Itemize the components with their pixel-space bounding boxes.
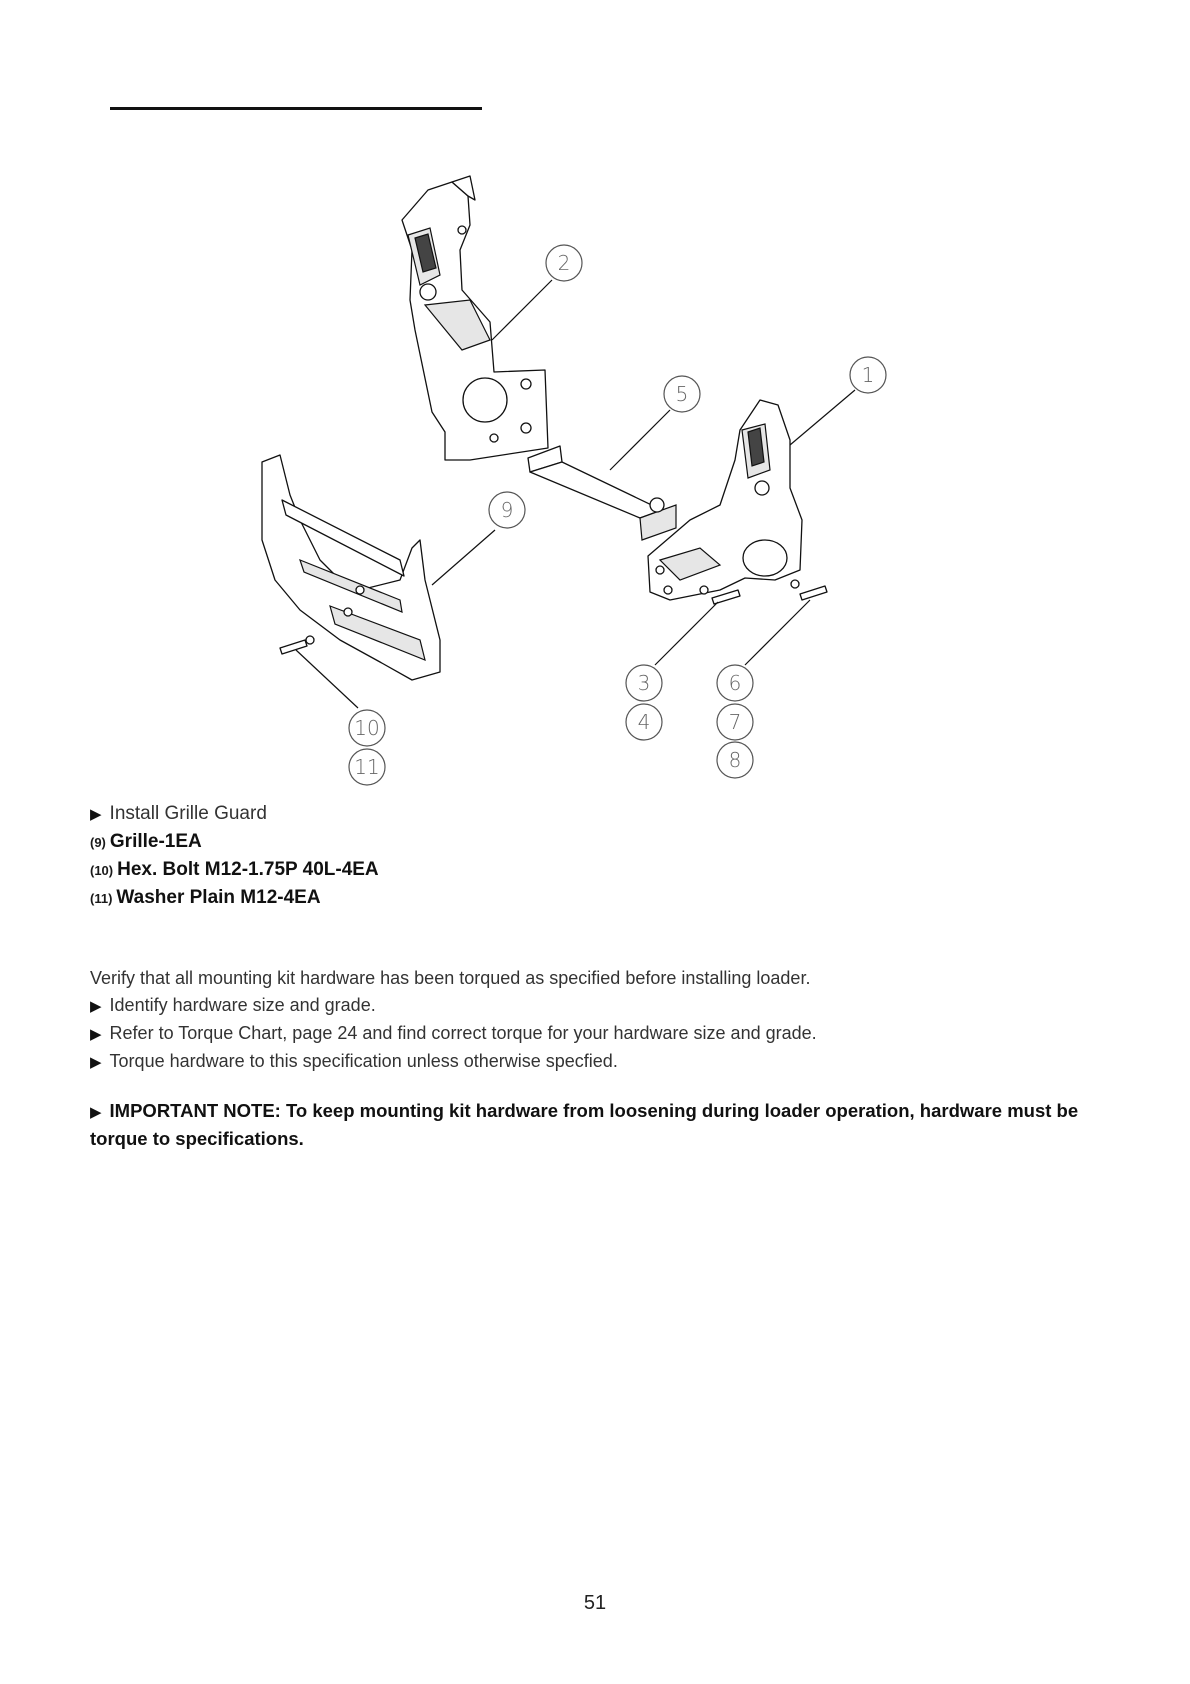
bullet-triangle-icon: ▶ bbox=[90, 998, 102, 1015]
part-line-10: (10) Hex. Bolt M12-1.75P 40L-4EA bbox=[90, 859, 379, 880]
exploded-assembly-diagram bbox=[0, 0, 1190, 800]
callout-6 bbox=[717, 665, 753, 701]
verify-bullet: ▶ Refer to Torque Chart, page 24 and find correct torque for your hardware size and grade. bbox=[90, 1023, 817, 1043]
verify-bullet: ▶ Identify hardware size and grade. bbox=[90, 995, 376, 1015]
bullet-triangle-icon: ▶ bbox=[90, 806, 102, 823]
callout-5 bbox=[664, 376, 700, 412]
verify-bullet: ▶ Torque hardware to this specification unless otherwise specfied. bbox=[90, 1051, 618, 1071]
step-title: ▶ Install Grille Guard bbox=[90, 803, 267, 824]
svg-text:1: 1 bbox=[861, 363, 875, 387]
right-mount-bracket bbox=[648, 400, 802, 600]
page-number: 51 bbox=[583, 1592, 607, 1614]
svg-text:7: 7 bbox=[728, 710, 742, 734]
bullet-triangle-icon: ▶ bbox=[90, 1054, 102, 1071]
svg-text:2: 2 bbox=[557, 251, 571, 275]
callout-10 bbox=[349, 710, 385, 746]
svg-text:8: 8 bbox=[728, 748, 742, 772]
svg-text:9: 9 bbox=[500, 498, 514, 522]
part-line-9: (9) Grille-1EA bbox=[90, 831, 202, 852]
callout-9 bbox=[489, 492, 525, 528]
callout-8 bbox=[717, 742, 753, 778]
callout-4 bbox=[626, 704, 662, 740]
callout-1 bbox=[850, 357, 886, 393]
svg-text:6: 6 bbox=[728, 671, 742, 695]
bullet-triangle-icon: ▶ bbox=[90, 1026, 102, 1043]
svg-text:10: 10 bbox=[354, 716, 380, 740]
callout-11 bbox=[349, 749, 385, 785]
important-note: ▶ IMPORTANT NOTE: To keep mounting kit hardware from loosening during loader operation, hardware must be torque to specifications. bbox=[90, 1100, 1079, 1149]
verify-section bbox=[90, 965, 1110, 1076]
callout-2 bbox=[546, 245, 582, 281]
svg-text:4: 4 bbox=[637, 710, 651, 734]
svg-text:3: 3 bbox=[637, 671, 651, 695]
install-step bbox=[90, 800, 379, 912]
callout-7 bbox=[717, 704, 753, 740]
cross-bar bbox=[528, 446, 676, 540]
callout-3 bbox=[626, 665, 662, 701]
left-mount-bracket bbox=[402, 176, 548, 460]
part-line-11: (11) Washer Plain M12-4EA bbox=[90, 887, 321, 908]
svg-text:5: 5 bbox=[675, 382, 689, 406]
svg-text:11: 11 bbox=[354, 755, 380, 779]
verify-intro: Verify that all mounting kit hardware has been torqued as specified before installing loader. bbox=[90, 968, 811, 988]
bullet-triangle-icon: ▶ bbox=[90, 1104, 102, 1121]
